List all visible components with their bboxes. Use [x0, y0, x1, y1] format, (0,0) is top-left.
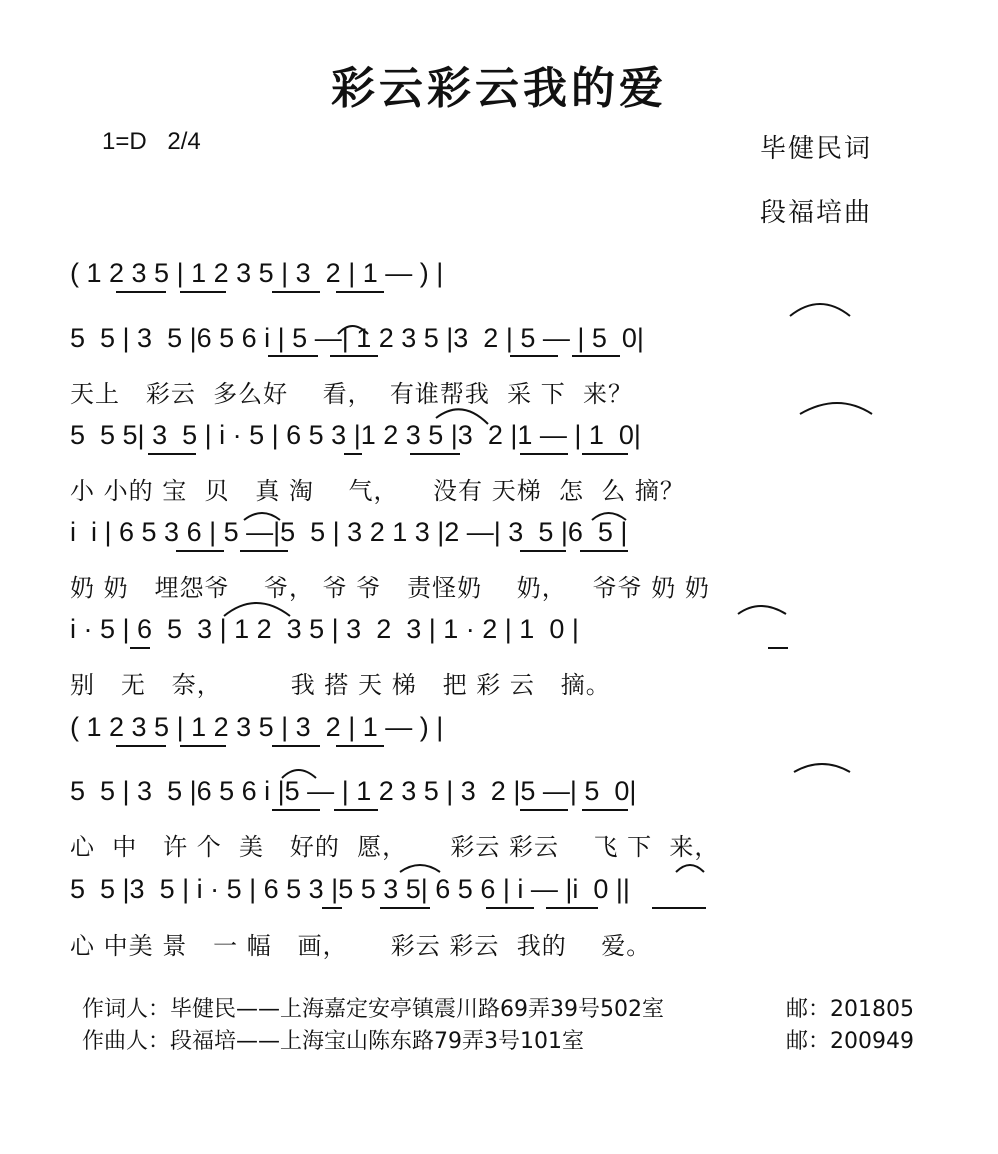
lyrics-line-3: 奶 奶 埋怨爷 爷， 爷 爷 责怪奶 奶， 爷爷 奶 奶 [70, 574, 710, 602]
composer-contact: 作曲人：段福培——上海宝山陈东路79弄3号101室 [82, 1029, 584, 1054]
key-and-time-signature [102, 128, 201, 156]
notation-line-6: 5 5 |3 5 | i · 5 | 6 5 3 |5 5 3 5| 6 5 6 | i — |i 0 || [70, 874, 630, 904]
lyricist-postcode: 邮：201805 [786, 997, 914, 1022]
notation-line-4: i · 5 | 6 5 3 | 1 2 3 5 | 3 2 3 | 1 · 2 | 1 0 | [70, 614, 579, 644]
lyrics-line-1: 天上 彩云 多么好 看， 有谁帮我 采 下 来？ [70, 380, 634, 408]
lyricist-credit: 毕健民词 [760, 134, 873, 164]
notation-line-3: i i | 6 5 3 6 | 5 —|5 5 | 3 2 1 3 |2 —| 3 5 |6 5 | [70, 517, 628, 547]
lyrics-line-6: 心 中美 景 一 幅 画， 彩云 彩云 我的 爱。 [70, 932, 652, 960]
composer-credit: 段福培曲 [760, 198, 873, 228]
slur [676, 865, 704, 872]
notation-line-1: 5 5 | 3 5 |6 5 6 i | 5 —| 1 2 3 5 |3 2 | 5 — | 5 0| [70, 323, 644, 353]
key-signature: 1=D [102, 128, 147, 155]
lyrics-line-4: 别 无 奈， 我 搭 天 梯 把 彩 云 摘。 [70, 671, 611, 699]
slur [400, 865, 440, 872]
composer-postcode: 邮：200949 [786, 1029, 914, 1054]
intro-notation-line: ( 1 2 3 5 | 1 2 3 5 | 3 2 | 1 — ) | [70, 258, 444, 288]
slur [738, 606, 786, 614]
song-title: 彩云彩云我的爱 [331, 63, 667, 114]
lyricist-contact: 作词人：毕健民——上海嘉定安亭镇震川路69弄39号502室 [82, 997, 664, 1022]
lyrics-line-2: 小 小的 宝 贝 真 淘 气， 没有 天梯 怎 么 摘？ [70, 477, 685, 505]
slur [794, 764, 850, 772]
lyrics-line-5: 心 中 许 个 美 好的 愿， 彩云 彩云 飞 下 来， [70, 833, 720, 861]
notation-line-5: 5 5 | 3 5 |6 5 6 i |5 — | 1 2 3 5 | 3 2 |5 —| 5 0| [70, 776, 637, 806]
notation-line-2: 5 5 5| 3 5 | i · 5 | 6 5 3 |1 2 3 5 |3 2 |1 — | 1 0| [70, 420, 641, 450]
interlude-notation-line: ( 1 2 3 5 | 1 2 3 5 | 3 2 | 1 — ) | [70, 712, 444, 742]
time-signature: 2/4 [167, 128, 201, 155]
slur [790, 304, 850, 316]
